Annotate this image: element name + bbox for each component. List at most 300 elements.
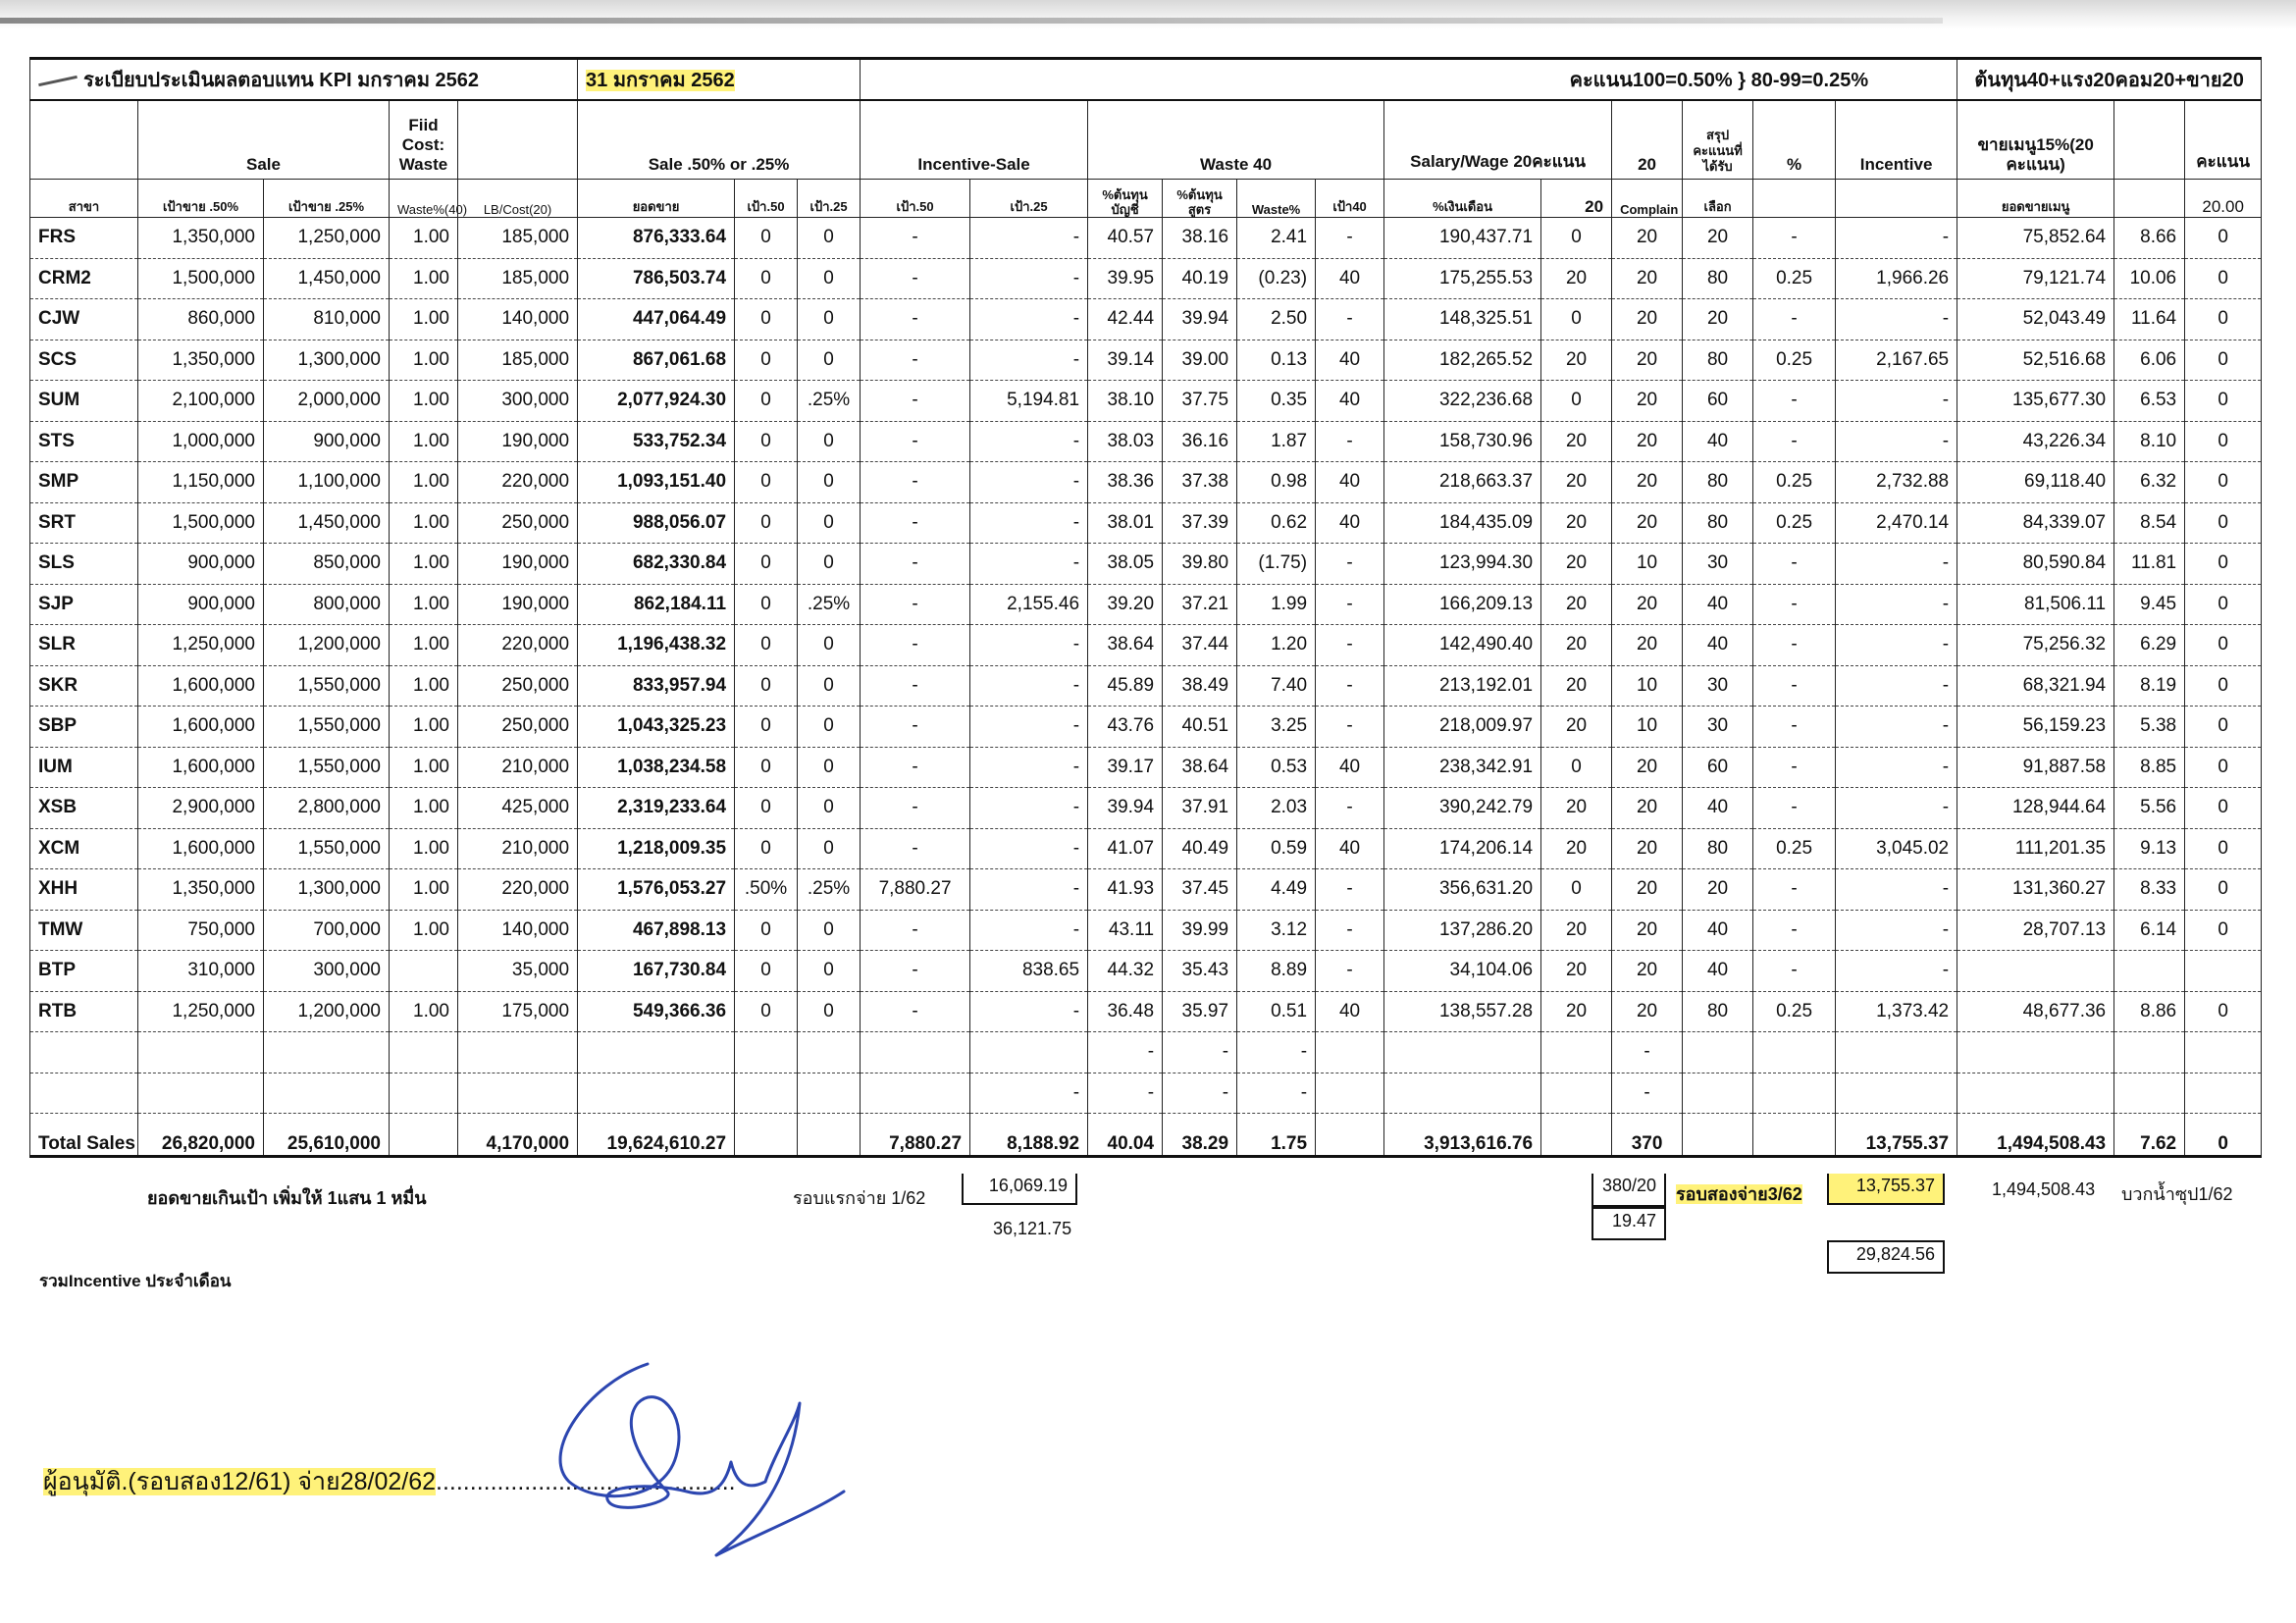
cell-sal: 137,286.20 [1384, 910, 1541, 951]
cell-pct [1753, 1032, 1836, 1073]
second-round-label: รอบสองจ่าย3/62 [1676, 1184, 1802, 1204]
cell-s20: 20 [1541, 502, 1612, 544]
cell-g50: 0 [735, 584, 798, 625]
cell-branch: SLR [30, 625, 138, 666]
cell-sales [578, 1032, 735, 1073]
cell-sum: 80 [1683, 462, 1753, 503]
cell-cacc: 38.01 [1088, 502, 1163, 544]
table-row [30, 1032, 2262, 1073]
cell-sc: 0 [2185, 299, 2262, 340]
cell-cacc: 39.20 [1088, 584, 1163, 625]
cell-g25: 0 [798, 665, 861, 707]
cell-wp: (1.75) [1237, 544, 1316, 585]
cell-branch: XSB [30, 788, 138, 829]
cell-g40: - [1316, 788, 1384, 829]
cell-sum [1683, 1073, 1753, 1114]
sale-header: Sale [138, 100, 390, 180]
cell-i25: - [970, 544, 1088, 585]
cell-sc: 0 [2185, 258, 2262, 299]
cell-g50: 0 [735, 828, 798, 869]
table-row [30, 951, 2262, 992]
table-row [30, 828, 2262, 869]
totals-label: Total Sales [30, 1114, 138, 1157]
second-round-value: 13,755.37 [1827, 1174, 1945, 1205]
cell-s20: 20 [1541, 544, 1612, 585]
fiid-cost-header: Fiid Cost: Waste [390, 100, 458, 180]
cell-i25: - [970, 299, 1088, 340]
table-row [30, 299, 2262, 340]
cell-s20: 0 [1541, 869, 1612, 911]
goal40-header: เป้า40 [1316, 180, 1384, 218]
cell-branch: FRS [30, 218, 138, 259]
table-row [30, 788, 2262, 829]
cell-g25: 0 [798, 951, 861, 992]
cell-menu: 131,360.27 [1957, 869, 2114, 911]
approver-dots: ............................................ [436, 1468, 736, 1495]
cell-mp: 5.56 [2114, 788, 2185, 829]
cell-sal [1384, 1073, 1541, 1114]
cell-t50: 1,500,000 [138, 502, 264, 544]
cell-i25: - [970, 828, 1088, 869]
cell-lb: 190,000 [458, 584, 578, 625]
cell-mp: 10.06 [2114, 258, 2185, 299]
table-row [30, 544, 2262, 585]
table-row [30, 625, 2262, 666]
data-rows [30, 218, 2262, 1114]
cell-pct: - [1753, 747, 1836, 788]
cell-s20: 0 [1541, 299, 1612, 340]
cell-g50: 0 [735, 544, 798, 585]
cell-sc: 0 [2185, 910, 2262, 951]
cell-sum: 40 [1683, 421, 1753, 462]
cell-g25: 0 [798, 462, 861, 503]
cell-i50: - [861, 462, 970, 503]
cell-sal: 190,437.71 [1384, 218, 1541, 259]
cell-lb [458, 1032, 578, 1073]
cell-wp: 0.51 [1237, 991, 1316, 1032]
cell-inc: - [1836, 665, 1957, 707]
totals-wp: 1.75 [1237, 1114, 1316, 1157]
cell-s20: 20 [1541, 665, 1612, 707]
cell-comp: 20 [1612, 381, 1683, 422]
sales-amount-header: ยอดขาย [578, 180, 735, 218]
cell-inc: - [1836, 869, 1957, 911]
incentive-header: Incentive [1836, 100, 1957, 180]
cell-i25: - [970, 340, 1088, 381]
blank-header [30, 100, 138, 180]
cell-cacc: 39.94 [1088, 788, 1163, 829]
cell-sales: 2,077,924.30 [578, 381, 735, 422]
cell-sales: 533,752.34 [578, 421, 735, 462]
cell-sum: 60 [1683, 381, 1753, 422]
cell-wp: 7.40 [1237, 665, 1316, 707]
cell-g40: - [1316, 421, 1384, 462]
cell-t50: 310,000 [138, 951, 264, 992]
cell-t25: 1,300,000 [264, 869, 390, 911]
cell-pct: - [1753, 707, 1836, 748]
cell-sales: 167,730.84 [578, 951, 735, 992]
cell-cform: 35.43 [1163, 951, 1237, 992]
cell-g40: 40 [1316, 340, 1384, 381]
cell-cform: 37.44 [1163, 625, 1237, 666]
cell-waste: 1.00 [390, 381, 458, 422]
cell-pct: - [1753, 625, 1836, 666]
cell-sc [2185, 951, 2262, 992]
cell-wp: 0.13 [1237, 340, 1316, 381]
cell-i25: - [970, 747, 1088, 788]
cell-waste: 1.00 [390, 584, 458, 625]
summary-score-header: สรุป คะแนนที่ ได้รับ [1683, 100, 1753, 180]
cell-menu: 91,887.58 [1957, 747, 2114, 788]
cell-lb: 250,000 [458, 707, 578, 748]
cell-comp: 20 [1612, 258, 1683, 299]
blank-h2-a [1753, 180, 1836, 218]
first-round-value: 16,069.19 [962, 1174, 1077, 1205]
cell-waste: 1.00 [390, 991, 458, 1032]
cell-waste: 1.00 [390, 828, 458, 869]
cost-rule: ต้นทุน40+แรง20คอม20+ขาย20 [1957, 59, 2262, 101]
note-over-target: ยอดขายเกินเป้า เพิ่มให้ 1แสน 1 หมื่น [147, 1188, 427, 1208]
cell-menu: 84,339.07 [1957, 502, 2114, 544]
cell-comp: 20 [1612, 584, 1683, 625]
inc50-header: เป้า.50 [861, 180, 970, 218]
cell-lb: 220,000 [458, 625, 578, 666]
cell-menu [1957, 1032, 2114, 1073]
cell-sum: 30 [1683, 665, 1753, 707]
cell-inc: - [1836, 951, 1957, 992]
cell-lb: 140,000 [458, 299, 578, 340]
blank-h2-b [1836, 180, 1957, 218]
cell-i25: - [970, 625, 1088, 666]
cell-branch: CRM2 [30, 258, 138, 299]
cell-wp: 1.99 [1237, 584, 1316, 625]
cell-sales: 786,503.74 [578, 258, 735, 299]
cell-branch: RTB [30, 991, 138, 1032]
totals-pct [1753, 1114, 1836, 1157]
cell-t25: 850,000 [264, 544, 390, 585]
cell-mp: 9.13 [2114, 828, 2185, 869]
cell-waste: 1.00 [390, 299, 458, 340]
cell-cform: 39.80 [1163, 544, 1237, 585]
cell-g25: 0 [798, 625, 861, 666]
cell-cacc: 38.64 [1088, 625, 1163, 666]
ratio-result: 19.47 [1592, 1207, 1666, 1240]
cell-g50: 0 [735, 788, 798, 829]
header-row-2 [30, 180, 2262, 218]
cell-menu [1957, 1073, 2114, 1114]
kpi-table [29, 57, 2262, 1158]
cell-g25: 0 [798, 502, 861, 544]
waste-pct40-header: Waste%(40) [390, 180, 458, 218]
cell-wp: 0.98 [1237, 462, 1316, 503]
complain-header: Complain [1612, 180, 1683, 218]
cell-i25: - [970, 218, 1088, 259]
cell-i25: - [970, 421, 1088, 462]
table-row [30, 869, 2262, 911]
cell-sal: 34,104.06 [1384, 951, 1541, 992]
table-row [30, 665, 2262, 707]
cell-cform: 39.00 [1163, 340, 1237, 381]
cell-s20: 0 [1541, 218, 1612, 259]
cell-pct: - [1753, 788, 1836, 829]
cell-mp [2114, 1073, 2185, 1114]
cell-i50: - [861, 788, 970, 829]
cell-lb: 190,000 [458, 421, 578, 462]
cell-sum: 80 [1683, 502, 1753, 544]
table-row [30, 340, 2262, 381]
cell-g50: 0 [735, 951, 798, 992]
cell-pct: - [1753, 544, 1836, 585]
cell-pct: 0.25 [1753, 462, 1836, 503]
cell-t25: 2,000,000 [264, 381, 390, 422]
cell-wp: 2.50 [1237, 299, 1316, 340]
cell-g40: - [1316, 869, 1384, 911]
cell-wp: - [1237, 1032, 1316, 1073]
report-title: ระเบียบประเมินผลตอบแทน KPI มกราคม 2562 [83, 70, 480, 91]
cell-sal: 322,236.68 [1384, 381, 1541, 422]
cell-t50: 1,350,000 [138, 340, 264, 381]
cell-pct: 0.25 [1753, 340, 1836, 381]
cell-cform: 37.21 [1163, 584, 1237, 625]
cell-g50: 0 [735, 299, 798, 340]
blank-h2-c [2114, 180, 2185, 218]
cell-wp: - [1237, 1073, 1316, 1114]
cell-waste [390, 1032, 458, 1073]
cell-t50: 1,250,000 [138, 991, 264, 1032]
cell-sal: 182,265.52 [1384, 340, 1541, 381]
twenty-header: 20 [1612, 100, 1683, 180]
cell-sal: 148,325.51 [1384, 299, 1541, 340]
cell-sum: 40 [1683, 910, 1753, 951]
cell-wp: 0.35 [1237, 381, 1316, 422]
cell-mp: 6.32 [2114, 462, 2185, 503]
cell-inc: 2,167.65 [1836, 340, 1957, 381]
cell-g50: 0 [735, 625, 798, 666]
cell-t25: 1,550,000 [264, 665, 390, 707]
title-row [30, 59, 2262, 101]
cell-cacc: 43.11 [1088, 910, 1163, 951]
cell-pct: - [1753, 381, 1836, 422]
cell-waste: 1.00 [390, 747, 458, 788]
cell-t50: 900,000 [138, 544, 264, 585]
cell-pct [1753, 1073, 1836, 1114]
cell-mp: 6.53 [2114, 381, 2185, 422]
target50-header: เป้าขาย .50% [138, 180, 264, 218]
cell-mp: 8.85 [2114, 747, 2185, 788]
cell-i25: 2,155.46 [970, 584, 1088, 625]
cell-g25: 0 [798, 340, 861, 381]
cell-menu: 69,118.40 [1957, 462, 2114, 503]
cell-sales: 467,898.13 [578, 910, 735, 951]
totals-waste [390, 1114, 458, 1157]
cell-cform: 37.75 [1163, 381, 1237, 422]
cell-g40: 40 [1316, 828, 1384, 869]
cell-g40: 40 [1316, 991, 1384, 1032]
cell-cacc: 44.32 [1088, 951, 1163, 992]
cell-menu: 56,159.23 [1957, 707, 2114, 748]
cell-mp: 6.06 [2114, 340, 2185, 381]
totals-s20 [1541, 1114, 1612, 1157]
cell-mp: 9.45 [2114, 584, 2185, 625]
cell-sal: 175,255.53 [1384, 258, 1541, 299]
cell-g25: 0 [798, 258, 861, 299]
sale-rate-header: Sale .50% or .25% [578, 100, 861, 180]
cell-inc: - [1836, 544, 1957, 585]
cell-branch: CJW [30, 299, 138, 340]
approver-label: ผู้อนุมัติ.(รอบสอง12/61) จ่าย28/02/62 [43, 1468, 437, 1495]
cell-g40: - [1316, 951, 1384, 992]
cell-i25: - [970, 462, 1088, 503]
pen-stroke-icon [38, 76, 78, 86]
cell-branch: SLS [30, 544, 138, 585]
table-row [30, 707, 2262, 748]
cell-pct: - [1753, 951, 1836, 992]
salary-pct-header: %เงินเดือน [1384, 180, 1541, 218]
cell-menu: 79,121.74 [1957, 258, 2114, 299]
table-row [30, 258, 2262, 299]
cell-wp: 0.53 [1237, 747, 1316, 788]
cell-comp: 20 [1612, 421, 1683, 462]
cell-waste: 1.00 [390, 502, 458, 544]
cost-acc-header: %ต้นทุน บัญชี [1088, 180, 1163, 218]
score-rule: คะแนน100=0.50% } 80-99=0.25% [861, 59, 1957, 101]
cell-sal: 238,342.91 [1384, 747, 1541, 788]
cell-i50: - [861, 707, 970, 748]
cell-i50 [861, 1073, 970, 1114]
table-row [30, 462, 2262, 503]
cell-i50: - [861, 544, 970, 585]
cell-cacc: 41.07 [1088, 828, 1163, 869]
cell-i25: - [970, 502, 1088, 544]
cell-t25: 1,300,000 [264, 340, 390, 381]
totals-comp: 370 [1612, 1114, 1683, 1157]
cell-g50: .50% [735, 869, 798, 911]
cell-sc: 0 [2185, 665, 2262, 707]
cell-i50: - [861, 951, 970, 992]
cell-t25: 1,550,000 [264, 828, 390, 869]
sum-value: 36,121.75 [993, 1219, 1072, 1238]
cell-t25: 1,100,000 [264, 462, 390, 503]
cell-wp: 8.89 [1237, 951, 1316, 992]
cell-cform: 38.49 [1163, 665, 1237, 707]
cell-cform: 39.99 [1163, 910, 1237, 951]
cell-sales: 988,056.07 [578, 502, 735, 544]
cell-pct: 0.25 [1753, 258, 1836, 299]
cell-cacc: 43.76 [1088, 707, 1163, 748]
cell-g50: 0 [735, 218, 798, 259]
percent-header: % [1753, 100, 1836, 180]
cell-i50: - [861, 502, 970, 544]
cell-branch: SRT [30, 502, 138, 544]
cell-branch: IUM [30, 747, 138, 788]
cell-wp: 1.20 [1237, 625, 1316, 666]
cell-g40: - [1316, 665, 1384, 707]
cell-pct: 0.25 [1753, 991, 1836, 1032]
cost-formula-header: %ต้นทุน สูตร [1163, 180, 1237, 218]
waste-40-header: Waste 40 [1088, 100, 1384, 180]
cell-inc: - [1836, 584, 1957, 625]
cell-inc: - [1836, 625, 1957, 666]
cell-lb: 190,000 [458, 544, 578, 585]
cell-mp: 8.10 [2114, 421, 2185, 462]
cell-i50: - [861, 625, 970, 666]
cell-t50: 750,000 [138, 910, 264, 951]
cell-cform: 37.39 [1163, 502, 1237, 544]
salary-wage-header: Salary/Wage 20คะแนน [1384, 100, 1612, 180]
totals-inc: 13,755.37 [1836, 1114, 1957, 1157]
cell-pct: - [1753, 421, 1836, 462]
cell-comp: 20 [1612, 910, 1683, 951]
cell-i50: - [861, 258, 970, 299]
cell-g25: .25% [798, 584, 861, 625]
cell-comp: - [1612, 1032, 1683, 1073]
cell-sum: 80 [1683, 991, 1753, 1032]
cell-sum: 40 [1683, 584, 1753, 625]
cell-waste: 1.00 [390, 544, 458, 585]
cell-cacc: 41.93 [1088, 869, 1163, 911]
cell-cform: - [1163, 1032, 1237, 1073]
menu-total-header: ยอดขายเมนู [1957, 180, 2114, 218]
cell-cacc: 40.57 [1088, 218, 1163, 259]
cell-sum: 30 [1683, 707, 1753, 748]
cell-cacc: 38.05 [1088, 544, 1163, 585]
cell-comp: 20 [1612, 991, 1683, 1032]
cell-inc: - [1836, 910, 1957, 951]
cell-sum: 20 [1683, 218, 1753, 259]
cell-cacc: 38.36 [1088, 462, 1163, 503]
cell-g25: 0 [798, 828, 861, 869]
cell-g40 [1316, 1032, 1384, 1073]
cell-inc: - [1836, 707, 1957, 748]
cell-menu: 28,707.13 [1957, 910, 2114, 951]
cell-menu: 81,506.11 [1957, 584, 2114, 625]
cell-sc: 0 [2185, 625, 2262, 666]
cell-mp [2114, 951, 2185, 992]
cell-branch: XCM [30, 828, 138, 869]
cell-g40: 40 [1316, 381, 1384, 422]
cell-branch: SBP [30, 707, 138, 748]
cell-cform: - [1163, 1073, 1237, 1114]
cell-pct: - [1753, 218, 1836, 259]
cell-t50: 1,250,000 [138, 625, 264, 666]
cell-inc: 2,470.14 [1836, 502, 1957, 544]
lb-cost-header: LB/Cost(20) [458, 180, 578, 218]
header-row-1 [30, 100, 2262, 180]
table-row [30, 502, 2262, 544]
cell-i50: - [861, 665, 970, 707]
totals-g50 [735, 1114, 798, 1157]
cell-sales: 1,038,234.58 [578, 747, 735, 788]
cell-mp: 8.33 [2114, 869, 2185, 911]
cell-lb: 140,000 [458, 910, 578, 951]
menu-total-footer: 1,494,508.43 [1992, 1179, 2096, 1199]
cell-mp: 5.38 [2114, 707, 2185, 748]
cell-g40: - [1316, 218, 1384, 259]
cell-i50: 7,880.27 [861, 869, 970, 911]
cell-t25: 1,450,000 [264, 502, 390, 544]
cell-sales: 682,330.84 [578, 544, 735, 585]
cell-waste: 1.00 [390, 788, 458, 829]
cell-g25: .25% [798, 869, 861, 911]
totals-lb: 4,170,000 [458, 1114, 578, 1157]
cell-sc: 0 [2185, 747, 2262, 788]
cell-s20: 20 [1541, 951, 1612, 992]
cell-pct: - [1753, 665, 1836, 707]
cell-t50: 1,600,000 [138, 828, 264, 869]
cell-sales [578, 1073, 735, 1114]
cell-menu [1957, 951, 2114, 992]
cell-mp: 8.19 [2114, 665, 2185, 707]
